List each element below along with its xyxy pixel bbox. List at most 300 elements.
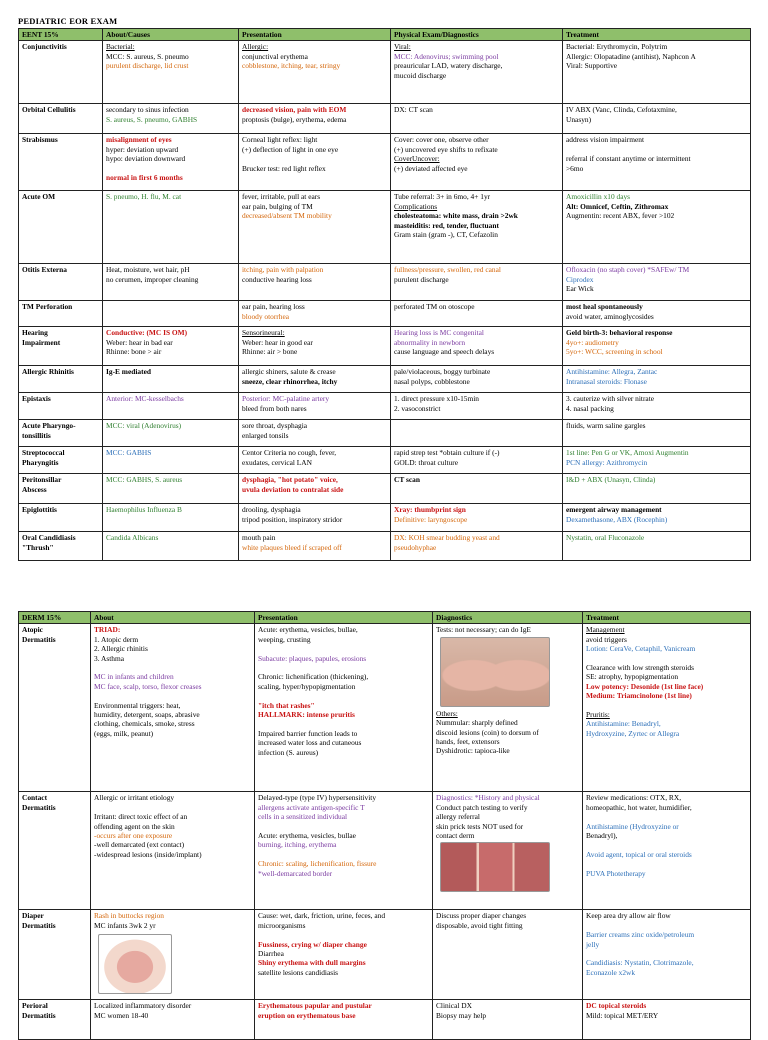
condition-name: [19, 104, 103, 134]
about-cell-line: Environmental triggers: heat,: [94, 700, 181, 710]
presentation-cell-line: Weber: hear in good ear: [242, 337, 313, 347]
about-cell-line: 3. Asthma: [94, 653, 124, 663]
presentation-cell-line: ear pain, bulging of TM: [242, 201, 313, 211]
exam-cell-line: 1. direct pressure x10-15min: [394, 394, 479, 404]
condition-name-line: Dermatitis: [22, 802, 56, 812]
condition-name: [19, 134, 103, 191]
presentation-cell-line: decreased/absent TM mobility: [242, 211, 332, 221]
about-cell-line: Bacterial:: [106, 42, 135, 52]
exam-cell-line: masteiditis: red, tender, fluctuant: [394, 220, 499, 230]
derm-row: [19, 1000, 751, 1040]
eent-row: [19, 532, 751, 561]
treatment-cell-line: avoid triggers: [586, 634, 627, 644]
condition-name-line: Contact: [22, 793, 48, 803]
exam-cell-line: CT scan: [394, 475, 420, 485]
derm-row: [19, 792, 751, 910]
condition-name-line: Perioral: [22, 1001, 48, 1011]
condition-name-line: Dermatitis: [22, 1010, 56, 1020]
exam-cell-line: fullness/pressure, swollen, red canal: [394, 265, 501, 275]
condition-name-line: Dermatitis: [22, 920, 56, 930]
diagnostics-cell-line: allergy referral: [436, 812, 480, 822]
presentation-cell-line: cells in a sensitized individual: [258, 812, 348, 822]
treatment-cell: [583, 1000, 751, 1040]
about-cell: [103, 366, 239, 393]
condition-name-line: Epistaxis: [22, 394, 51, 404]
eent-row: [19, 474, 751, 504]
presentation-cell-line: Erythematous papular and pustular: [258, 1001, 372, 1011]
treatment-cell: [563, 327, 751, 366]
treatment-cell-line: referral if constant anytime or intermittent: [566, 154, 691, 164]
about-cell: [103, 327, 239, 366]
eent-row: [19, 134, 751, 191]
presentation-cell: [239, 532, 391, 561]
about-cell-line: -well demarcated (ext contact): [94, 840, 185, 850]
condition-name: [19, 504, 103, 532]
treatment-cell-line: emergent airway management: [566, 505, 662, 515]
exam-cell-line: rapid strep test *obtain culture if (-): [394, 448, 500, 458]
eent-header-section: EENT 15%: [19, 29, 103, 41]
diagnostics-cell-line: Discuss proper diaper changes: [436, 911, 527, 921]
diagnostics-cell-line: Tests: not necessary; can do IgE: [436, 625, 531, 635]
diagnostics-cell-line: Biopsy may help: [436, 1010, 487, 1020]
presentation-cell-line: [258, 822, 429, 831]
about-cell: [91, 792, 255, 910]
atopic-dermatitis-photo: [440, 637, 550, 707]
about-cell-line: no cerumen, improper cleaning: [106, 274, 199, 284]
treatment-cell-line: 5yo+: WCC, screening in school: [566, 347, 663, 357]
eent-row: [19, 327, 751, 366]
exam-cell-line: GOLD: throat culture: [394, 457, 459, 467]
about-cell-line: humidity, detergent, soaps, abrasive: [94, 710, 200, 720]
presentation-cell-line: Centor Criteria no cough, fever,: [242, 448, 337, 458]
presentation-cell: [239, 366, 391, 393]
presentation-cell-line: Delayed-type (type IV) hypersensitivity: [258, 793, 377, 803]
about-cell-line: [94, 663, 251, 672]
treatment-cell: [563, 474, 751, 504]
treatment-cell-line: Barrier creams zinc oxide/petroleum: [586, 930, 695, 940]
condition-name-line: Dermatitis: [22, 634, 56, 644]
treatment-cell-line: [586, 859, 747, 868]
treatment-cell: [563, 41, 751, 104]
presentation-cell: [239, 134, 391, 191]
treatment-cell-line: Dexamethasone, ABX (Rocephin): [566, 514, 668, 524]
exam-cell: [391, 366, 563, 393]
condition-name-line: Abscess: [22, 484, 47, 494]
about-cell-line: -widespread lesions (inside/implant): [94, 849, 202, 859]
presentation-cell-line: Impaired barrier function leads to: [258, 728, 358, 738]
presentation-cell: [239, 41, 391, 104]
presentation-cell-line: drooling, dysphagia: [242, 505, 301, 515]
about-cell: [103, 104, 239, 134]
presentation-cell-line: HALLMARK: intense pruritis: [258, 710, 355, 720]
eent-row: [19, 447, 751, 474]
treatment-cell-line: Unasyn): [566, 114, 592, 124]
about-cell-line: Irritant: direct toxic effect of an: [94, 812, 188, 822]
presentation-cell-line: Brucker test: red light reflex: [242, 163, 326, 173]
about-cell-line: offending agent on the skin: [94, 821, 175, 831]
about-cell: [103, 134, 239, 191]
condition-name-line: Strabismus: [22, 135, 58, 145]
treatment-cell-line: homeopathic, hot water, humidifier,: [586, 802, 692, 812]
exam-cell-line: nasal polyps, cobblestone: [394, 376, 470, 386]
about-cell-line: MC face, scalp, torso, flexor creases: [94, 681, 202, 691]
condition-name-line: "Thrush": [22, 542, 54, 552]
condition-name-line: TM Perforation: [22, 302, 73, 312]
about-cell: [103, 532, 239, 561]
presentation-cell-line: itching, pain with palpation: [242, 265, 324, 275]
about-cell-line: MC in infants and children: [94, 672, 174, 682]
presentation-cell-line: exudates, cervical LAN: [242, 457, 312, 467]
presentation-cell-line: decreased vision, pain with EOM: [242, 105, 347, 115]
diagnostics-cell-line: Nummular: sharply defined: [436, 718, 518, 728]
treatment-cell-line: SE: atrophy, hypopigmentation: [586, 672, 679, 682]
presentation-cell-line: Diarrhea: [258, 949, 284, 959]
exam-cell-line: CoverUncover:: [394, 154, 440, 164]
about-cell-line: Localized inflammatory disorder: [94, 1001, 192, 1011]
presentation-cell-line: Sensorineural:: [242, 328, 285, 338]
exam-cell: [391, 504, 563, 532]
treatment-cell-line: most heal spontaneously: [566, 302, 643, 312]
eent-row: [19, 191, 751, 264]
about-cell-line: MCC: GABHS: [106, 448, 152, 458]
presentation-cell-line: weeping, crusting: [258, 634, 311, 644]
eent-header-row: [19, 29, 751, 41]
about-cell-line: MCC: GABHS, S. aureus: [106, 475, 183, 485]
condition-name: [19, 792, 91, 910]
condition-name-line: Pharyngitis: [22, 457, 59, 467]
treatment-cell-line: Amoxicillin x10 days: [566, 192, 631, 202]
about-cell-line: S. aureus, S. pneumo, GABHS: [106, 114, 198, 124]
presentation-cell: [239, 420, 391, 447]
treatment-cell-line: [586, 654, 747, 663]
condition-name-line: Conjunctivitis: [22, 42, 67, 52]
exam-cell-line: MCC: Adenovirus; swimming pool: [394, 51, 499, 61]
treatment-cell-line: Keep area dry allow air flow: [586, 911, 671, 921]
presentation-cell-line: [258, 663, 429, 672]
condition-name: [19, 910, 91, 1000]
about-cell-line: Rhinne: bone > air: [106, 347, 162, 357]
exam-cell: [391, 393, 563, 420]
about-cell-line: MCC: viral (Adenovirus): [106, 421, 182, 431]
about-cell-line: Ig-E mediated: [106, 367, 151, 377]
presentation-cell: [255, 910, 433, 1000]
condition-name-line: Allergic Rhinitis: [22, 367, 74, 377]
about-cell: [103, 301, 239, 327]
presentation-cell-line: Chronic: lichenification (thickening),: [258, 672, 369, 682]
treatment-cell-line: [586, 701, 747, 710]
derm-header-diagnostics: Diagnostics: [433, 612, 583, 624]
exam-cell-line: pseudohyphae: [394, 542, 437, 552]
presentation-cell-line: Acute: erythema, vesicles, bullae: [258, 831, 356, 841]
presentation-cell-line: cobblestone, itching, tear, stringy: [242, 61, 341, 71]
presentation-cell-line: Shiny erythema with dull margins: [258, 958, 366, 968]
presentation-cell-line: enlarged tonsils: [242, 430, 289, 440]
exam-cell-line: mucoid discharge: [394, 70, 447, 80]
exam-cell-line: pale/violaceous, boggy turbinate: [394, 367, 491, 377]
eent-body: [19, 41, 751, 561]
treatment-cell: [563, 393, 751, 420]
presentation-cell: [239, 393, 391, 420]
about-cell: [103, 393, 239, 420]
condition-name-line: Otitis Externa: [22, 265, 67, 275]
exam-cell: [391, 474, 563, 504]
about-cell-line: Anterior: MC-kesselbachs: [106, 394, 184, 404]
presentation-cell-line: uvula deviation to contralat side: [242, 484, 344, 494]
presentation-cell-line: [242, 154, 387, 163]
exam-cell: [391, 104, 563, 134]
about-cell-line: [106, 164, 235, 173]
presentation-cell-line: microorganisms: [258, 920, 306, 930]
presentation-cell-line: eruption on erythematous base: [258, 1010, 356, 1020]
treatment-cell: [583, 792, 751, 910]
treatment-cell-line: [586, 812, 747, 821]
exam-cell: [391, 532, 563, 561]
about-cell: [103, 264, 239, 301]
presentation-cell-line: (+) deflection of light in one eye: [242, 144, 339, 154]
treatment-cell-line: Management: [586, 625, 625, 635]
about-cell-line: [94, 691, 251, 700]
about-cell: [91, 624, 255, 792]
presentation-cell: [239, 104, 391, 134]
about-cell-line: misalignment of eyes: [106, 135, 172, 145]
about-cell-line: Haemophilus Influenza B: [106, 505, 182, 515]
derm-header-section: DERM 15%: [19, 612, 91, 624]
treatment-cell-line: Bacterial: Erythromycin, Polytrim: [566, 42, 668, 52]
treatment-cell-line: 1st line: Pen G or VK, Amoxi Augmentin: [566, 448, 689, 458]
about-cell-line: MC infants 3wk 2 yr: [94, 920, 156, 930]
about-cell: [103, 420, 239, 447]
treatment-cell-line: Hydroxyzine, Zyrtec or Allegra: [586, 728, 680, 738]
derm-header-row: [19, 612, 751, 624]
presentation-cell-line: allergens activate antigen-specific T: [258, 802, 365, 812]
exam-cell-line: cholesteatoma: white mass, drain >2wk: [394, 211, 518, 221]
condition-name: [19, 532, 103, 561]
eent-table: [18, 28, 751, 561]
about-cell: [103, 474, 239, 504]
treatment-cell-line: avoid water, aminoglycosides: [566, 311, 654, 321]
treatment-cell-line: I&D + ABX (Unasyn, Clinda): [566, 475, 656, 485]
presentation-cell-line: Fussiness, crying w/ diaper change: [258, 939, 367, 949]
presentation-cell-line: Acute: erythema, vesicles, bullae,: [258, 625, 358, 635]
page-title: PEDIATRIC EOR EXAM: [18, 16, 118, 26]
diagnostics-cell: [433, 792, 583, 910]
treatment-cell-line: [566, 145, 747, 154]
treatment-cell: [563, 104, 751, 134]
exam-cell: [391, 420, 563, 447]
presentation-cell-line: allergic shiners, salute & crease: [242, 367, 336, 377]
presentation-cell: [239, 504, 391, 532]
treatment-cell-line: Low potency: Desonide (1st line face): [586, 681, 704, 691]
presentation-cell-line: [258, 644, 429, 653]
condition-name-line: Acute Pharyngo-: [22, 421, 76, 431]
presentation-cell-line: Rhinne: air > bone: [242, 347, 298, 357]
treatment-cell: [563, 301, 751, 327]
presentation-cell-line: scaling, hyper/hypopigmentation: [258, 681, 356, 691]
presentation-cell-line: ear pain, hearing loss: [242, 302, 305, 312]
treatment-cell: [563, 532, 751, 561]
exam-cell-line: abnormality in newborn: [394, 337, 466, 347]
condition-name: [19, 41, 103, 104]
diagnostics-cell: [433, 1000, 583, 1040]
exam-cell-line: preauricular LAD, watery discharge,: [394, 61, 503, 71]
about-cell-line: Conductive: (MC IS OM): [106, 328, 188, 338]
exam-cell: [391, 134, 563, 191]
exam-cell: [391, 264, 563, 301]
condition-name-line: Atopic: [22, 625, 43, 635]
exam-cell-line: Complications: [394, 201, 438, 211]
treatment-cell-line: Antihistamine: Benadryl,: [586, 719, 661, 729]
presentation-cell-line: Allergic:: [242, 42, 269, 52]
presentation-cell-line: sore throat, dysphagia: [242, 421, 308, 431]
treatment-cell-line: Benadryl),: [586, 831, 618, 841]
about-cell-line: Rash in buttocks region: [94, 911, 164, 921]
about-cell-line: Heat, moisture, wet hair, pH: [106, 265, 190, 275]
about-cell-line: hyper: deviation upward: [106, 144, 179, 154]
condition-name: [19, 447, 103, 474]
exam-cell-line: cause language and speech delays: [394, 347, 495, 357]
presentation-cell: [239, 327, 391, 366]
presentation-cell-line: bloody otorrhea: [242, 311, 289, 321]
treatment-cell-line: [586, 949, 747, 958]
about-cell-line: TRIAD:: [94, 625, 121, 635]
treatment-cell-line: Nystatin, oral Fluconazole: [566, 533, 645, 543]
presentation-cell-line: conductive hearing loss: [242, 274, 312, 284]
diagnostics-cell-line: Others:: [436, 708, 458, 718]
treatment-cell-line: address vision impairment: [566, 135, 644, 145]
condition-name-line: Oral Candidiasis: [22, 533, 76, 543]
treatment-cell-line: Review medications: OTX, RX,: [586, 793, 682, 803]
about-cell-line: MC women 18-40: [94, 1010, 149, 1020]
presentation-cell-line: white plaques bleed if scraped off: [242, 542, 342, 552]
eent-header-about: About/Causes: [103, 29, 239, 41]
presentation-cell-line: proptosis (bulge), erythema, edema: [242, 114, 347, 124]
exam-cell-line: (+) deviated affected eye: [394, 163, 468, 173]
treatment-cell-line: Avoid agent, topical or oral steroids: [586, 849, 692, 859]
condition-name: [19, 301, 103, 327]
presentation-cell: [239, 301, 391, 327]
treatment-cell-line: Allergic: Olopatadine (antihist), Naphcon A: [566, 51, 696, 61]
about-cell-line: S. pneumo, H. flu, M. cat: [106, 192, 182, 202]
exam-cell-line: 2. vasoconstrict: [394, 403, 441, 413]
about-cell-line: [94, 803, 251, 812]
exam-cell-line: Viral:: [394, 42, 411, 52]
diagnostics-cell: [433, 624, 583, 792]
exam-cell: [391, 447, 563, 474]
condition-name-line: tonsillitis: [22, 430, 51, 440]
condition-name-line: Impairment: [22, 337, 61, 347]
treatment-cell-line: 4. nasal packing: [566, 403, 614, 413]
derm-row: [19, 624, 751, 792]
presentation-cell-line: Chronic: scaling, lichenification, fissure: [258, 859, 377, 869]
presentation-cell-line: [258, 850, 429, 859]
presentation-cell-line: [258, 691, 429, 700]
treatment-cell-line: Econazole x2wk: [586, 967, 636, 977]
about-cell-line: purulent discharge, lid crust: [106, 61, 189, 71]
eent-header-presentation: Presentation: [239, 29, 391, 41]
derm-header-presentation: Presentation: [255, 612, 433, 624]
treatment-cell-line: Intranasal steroids: Flonase: [566, 376, 647, 386]
treatment-cell: [563, 420, 751, 447]
treatment-cell-line: Clearance with low strength steroids: [586, 663, 694, 673]
eent-row: [19, 301, 751, 327]
treatment-cell: [563, 134, 751, 191]
exam-cell: [391, 191, 563, 264]
eent-row: [19, 420, 751, 447]
presentation-cell-line: Posterior: MC-palatine artery: [242, 394, 330, 404]
diagnostics-cell-line: hands, feet, extensors: [436, 737, 500, 747]
condition-name: [19, 264, 103, 301]
treatment-cell-line: Ofloxacin (no staph cover) *SAFEw/ TM: [566, 265, 690, 275]
condition-name: [19, 624, 91, 792]
treatment-cell-line: Pruritis:: [586, 710, 610, 720]
about-cell: [103, 447, 239, 474]
derm-header-treatment: Treatment: [583, 612, 751, 624]
presentation-cell-line: sneeze, clear rhinorrhea, itchy: [242, 376, 338, 386]
presentation-cell-line: Corneal light reflex: light: [242, 135, 318, 145]
about-cell: [91, 910, 255, 1000]
presentation-cell: [255, 1000, 433, 1040]
presentation-cell-line: satellite lesions candidiasis: [258, 967, 339, 977]
diagnostics-cell-line: skin prick tests NOT used for: [436, 821, 524, 831]
exam-cell: [391, 301, 563, 327]
diagnostics-cell: [433, 910, 583, 1000]
about-cell-line: hypo: deviation downward: [106, 154, 186, 164]
contact-dermatitis-photo: [440, 842, 550, 892]
condition-name-line: Orbital Cellulitis: [22, 105, 76, 115]
treatment-cell-line: 4yo+: audiometry: [566, 337, 619, 347]
treatment-cell-line: PCN allergy: Azithromycin: [566, 457, 648, 467]
about-cell-line: normal in first 6 months: [106, 173, 183, 183]
exam-cell-line: Definitive: laryngoscope: [394, 514, 468, 524]
about-cell: [103, 191, 239, 264]
presentation-cell-line: [258, 930, 429, 939]
about-cell: [103, 41, 239, 104]
presentation-cell-line: burning, itching, erythema: [258, 840, 337, 850]
eent-header-exam: Physical Exam/Diagnostics: [391, 29, 563, 41]
presentation-cell-line: bleed from both nares: [242, 403, 307, 413]
condition-name: [19, 366, 103, 393]
treatment-cell-line: Ciprodex: [566, 274, 594, 284]
exam-cell-line: DX: KOH smear budding yeast and: [394, 533, 500, 543]
exam-cell-line: DX: CT scan: [394, 105, 433, 115]
exam-cell-line: Xray: thumbprint sign: [394, 505, 466, 515]
presentation-cell-line: infection (S. aureus): [258, 747, 319, 757]
about-cell-line: MCC: S. aureus, S. pneumo: [106, 51, 189, 61]
treatment-cell-line: Antihistamine (Hydroxyzine or: [586, 821, 679, 831]
about-cell-line: 1. Atopic derm: [94, 634, 139, 644]
diaper-rash-photo: [98, 934, 172, 994]
presentation-cell: [255, 624, 433, 792]
condition-name-line: Streptococcal: [22, 448, 65, 458]
treatment-cell-line: [586, 840, 747, 849]
presentation-cell-line: Subacute: plaques, papules, erosions: [258, 653, 367, 663]
treatment-cell: [563, 264, 751, 301]
exam-cell-line: purulent discharge: [394, 274, 449, 284]
presentation-cell-line: Cause: wet, dark, friction, urine, feces, and: [258, 911, 386, 921]
eent-row: [19, 393, 751, 420]
treatment-cell-line: Alt: Omnicef, Ceftin, Zithromax: [566, 201, 669, 211]
about-cell-line: Candida Albicans: [106, 533, 159, 543]
treatment-cell: [563, 504, 751, 532]
presentation-cell-line: [258, 719, 429, 728]
treatment-cell-line: Candidiasis: Nystatin, Clotrimazole,: [586, 958, 694, 968]
presentation-cell-line: *well-demarcated border: [258, 868, 333, 878]
treatment-cell-line: Geld birth-3: behavioral response: [566, 328, 673, 338]
treatment-cell-line: Mild: topical MET/ERY: [586, 1010, 659, 1020]
derm-table: [18, 611, 751, 1040]
exam-cell-line: Tube referral: 3+ in 6mo, 4+ 1yr: [394, 192, 491, 202]
condition-name-line: Diaper: [22, 911, 44, 921]
